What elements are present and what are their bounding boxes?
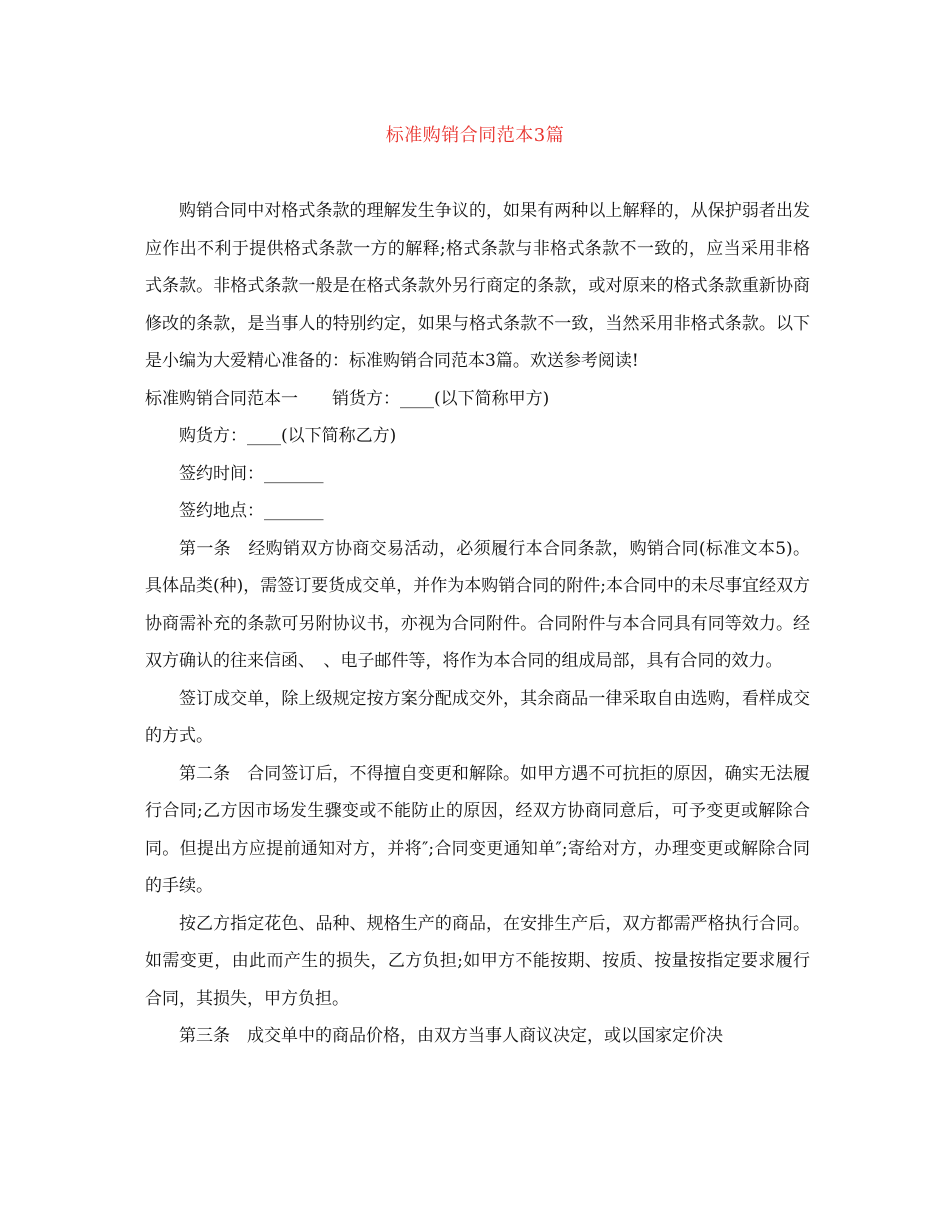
paragraph-buyer: 购货方：____(以下简称乙方) [179,426,397,446]
paragraph-intro: 购销合同中对格式条款的理解发生争议的，如果有两种以上解释的，从保护弱者出发应作出不利于提供格式条款一方的解释;格式条款与非格式条款不一致的，应当采用非格式条款。非格式条款一般是在格式条款外另行商定的条款，或对原来的格式条款重新协商修改的条款，是当事人的特别约定，如果与格式条款不一致，当然采用非格式条款。以下是小编为大爱精心准备的：标准购销合同范本3篇。欢送参考阅读! [145,201,810,371]
paragraph-seller: 标准购销合同范本一 销货方：____(以下简称甲方) [145,388,550,409]
paragraph-article-3: 第三条 成交单中的商品价格，由双方当事人商议决定，或以国家定价决 [179,1026,723,1046]
paragraph-article-2: 第二条 合同签订后，不得擅自变更和解除。如甲方遇不可抗拒的原因，确实无法履行合同;乙方因市场发生骤变或不能防止的原因，经双方协商同意后，可予变更或解除合同。但提出方应提前通知对方，并将″;合同变更通知单″;寄给对方，办理变更或解除合同的手续。 [145,763,810,896]
paragraph-sign-place: 签约地点：_______ [179,501,324,521]
paragraph-article-1: 第一条 经购销双方协商交易活动，必须履行本合同条款，购销合同(标准文本5)。具体品类(种)，需签订要货成交单，并作为本购销合同的附件;本合同中的未尽事宜经双方协商需补充的条款可另附协议书，亦视为合同附件。合同附件与本合同具有同等效力。经双方确认的往来信函、 、电子邮件等，将作为本合同的组成局部，具有合同的效力。 [145,538,810,671]
document-body [145,193,810,1056]
document-title: 标准购销合同范本3篇 [385,125,565,146]
paragraph-sign-time: 签约时间：_______ [179,463,324,484]
paragraph-article-1b: 签订成交单，除上级规定按方案分配成交外，其余商品一律采取自由选购，看样成交的方式。 [145,688,810,746]
paragraph-article-2b: 按乙方指定花色、品种、规格生产的商品，在安排生产后，双方都需严格执行合同。如需变更，由此而产生的损失，乙方负担;如甲方不能按期、按质、按量按指定要求履行合同，其损失，甲方负担。 [145,913,810,1009]
